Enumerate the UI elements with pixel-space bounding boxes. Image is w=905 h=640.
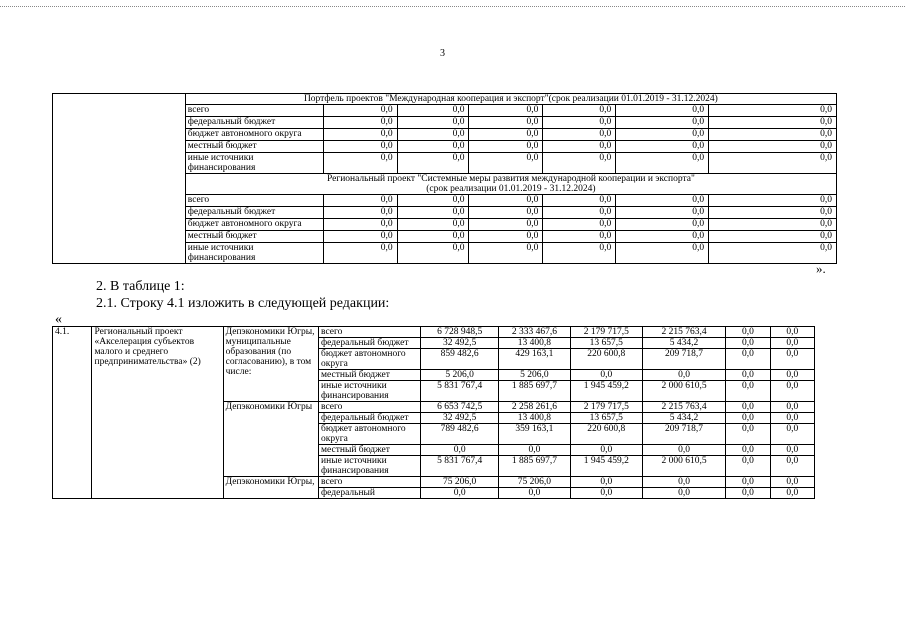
source-label: иные источники финансирования: [185, 153, 323, 174]
value-cell: 0,0: [543, 141, 616, 153]
value-cell: 0,0: [709, 117, 837, 129]
value-cell: 0,0: [499, 445, 571, 456]
value-cell: 5 831 767,4: [421, 381, 499, 402]
source-label: местный бюджет: [185, 231, 323, 243]
value-cell: 0,0: [726, 349, 770, 370]
executor-cell: Депэкономики Югры, муниципальные образования (по согласованию), в том числе:: [223, 327, 318, 402]
value-cell: 0,0: [770, 477, 814, 488]
value-cell: 0,0: [323, 243, 397, 264]
blank-left-cell: [53, 94, 186, 264]
value-cell: 2 000 610,5: [642, 381, 726, 402]
value-cell: 0,0: [543, 219, 616, 231]
value-cell: 5 206,0: [421, 370, 499, 381]
source-label: бюджет автономного округа: [319, 424, 421, 445]
value-cell: 0,0: [726, 456, 770, 477]
value-cell: 5 434,2: [642, 338, 726, 349]
value-cell: 0,0: [323, 141, 397, 153]
value-cell: 0,0: [469, 231, 543, 243]
value-cell: 0,0: [469, 105, 543, 117]
value-cell: 0,0: [469, 219, 543, 231]
value-cell: 13 400,8: [499, 413, 571, 424]
value-cell: 0,0: [726, 424, 770, 445]
value-cell: 0,0: [709, 243, 837, 264]
value-cell: 0,0: [397, 231, 469, 243]
value-cell: 0,0: [726, 327, 770, 338]
value-cell: 0,0: [770, 413, 814, 424]
source-label: бюджет автономного округа: [185, 129, 323, 141]
value-cell: 0,0: [726, 338, 770, 349]
value-cell: 0,0: [709, 219, 837, 231]
page-number: 3: [440, 48, 445, 59]
value-cell: 0,0: [397, 243, 469, 264]
value-cell: 0,0: [616, 153, 709, 174]
source-label: всего: [185, 105, 323, 117]
section-title: [185, 174, 836, 195]
value-cell: 0,0: [616, 105, 709, 117]
value-cell: 0,0: [616, 219, 709, 231]
value-cell: 0,0: [397, 153, 469, 174]
value-cell: 0,0: [616, 195, 709, 207]
paragraph-2-1: 2.1. Строку 4.1 изложить в следующей редакции:: [96, 296, 390, 311]
value-cell: 0,0: [397, 219, 469, 231]
value-cell: 32 492,5: [421, 338, 499, 349]
value-cell: 0,0: [469, 195, 543, 207]
value-cell: 0,0: [770, 349, 814, 370]
value-cell: 0,0: [543, 243, 616, 264]
value-cell: 0,0: [726, 477, 770, 488]
value-cell: 0,0: [397, 105, 469, 117]
value-cell: 2 333 467,6: [499, 327, 571, 338]
value-cell: 2 179 717,5: [570, 402, 642, 413]
value-cell: 0,0: [469, 207, 543, 219]
value-cell: 359 163,1: [499, 424, 571, 445]
section-title-row: [53, 94, 837, 105]
value-cell: 0,0: [770, 424, 814, 445]
value-cell: 75 206,0: [499, 477, 571, 488]
value-cell: 0,0: [543, 153, 616, 174]
value-cell: 1 885 697,7: [499, 381, 571, 402]
value-cell: 2 215 763,4: [642, 327, 726, 338]
value-cell: 0,0: [323, 153, 397, 174]
value-cell: 0,0: [570, 445, 642, 456]
value-cell: 0,0: [709, 231, 837, 243]
value-cell: 209 718,7: [642, 424, 726, 445]
value-cell: 0,0: [616, 231, 709, 243]
value-cell: 0,0: [323, 195, 397, 207]
value-cell: 209 718,7: [642, 349, 726, 370]
value-cell: 0,0: [323, 129, 397, 141]
source-label: всего: [319, 402, 421, 413]
source-label: бюджет автономного округа: [185, 219, 323, 231]
value-cell: 0,0: [570, 370, 642, 381]
value-cell: 0,0: [709, 129, 837, 141]
source-label: местный бюджет: [319, 445, 421, 456]
value-cell: 6 728 948,5: [421, 327, 499, 338]
paragraph-2: 2. В таблице 1:: [96, 279, 185, 294]
value-cell: 2 179 717,5: [570, 327, 642, 338]
value-cell: 429 163,1: [499, 349, 571, 370]
project-name: Региональный проект «Акселерация субъектов малого и среднего предпринимательства» (2): [92, 327, 223, 499]
value-cell: 0,0: [397, 129, 469, 141]
value-cell: 0,0: [770, 381, 814, 402]
value-cell: 0,0: [770, 327, 814, 338]
value-cell: 0,0: [770, 338, 814, 349]
source-label: местный бюджет: [319, 370, 421, 381]
value-cell: 32 492,5: [421, 413, 499, 424]
value-cell: 0,0: [421, 445, 499, 456]
section-title-line-1: Региональный проект "Системные меры развития международной кооперации и экспорта": [326, 174, 695, 184]
value-cell: 0,0: [397, 207, 469, 219]
value-cell: 0,0: [770, 456, 814, 477]
value-cell: 1 945 459,2: [570, 456, 642, 477]
value-cell: 0,0: [570, 477, 642, 488]
executor-cell: Депэкономики Югры: [223, 402, 318, 477]
value-cell: 0,0: [642, 477, 726, 488]
value-cell: 13 657,5: [570, 338, 642, 349]
value-cell: 0,0: [421, 488, 499, 499]
value-cell: 0,0: [770, 370, 814, 381]
page-top-border: [0, 6, 905, 7]
value-cell: 0,0: [543, 129, 616, 141]
value-cell: 0,0: [709, 105, 837, 117]
closing-quote: ».: [816, 261, 826, 276]
value-cell: 0,0: [323, 231, 397, 243]
value-cell: 0,0: [469, 117, 543, 129]
value-cell: 859 482,6: [421, 349, 499, 370]
value-cell: 0,0: [709, 141, 837, 153]
table-row: [53, 327, 815, 338]
value-cell: 0,0: [543, 117, 616, 129]
source-label: местный бюджет: [185, 141, 323, 153]
value-cell: 2 000 610,5: [642, 456, 726, 477]
source-label: федеральный бюджет: [185, 207, 323, 219]
value-cell: 0,0: [397, 195, 469, 207]
source-label: всего: [319, 477, 421, 488]
value-cell: 0,0: [709, 153, 837, 174]
value-cell: 0,0: [726, 488, 770, 499]
value-cell: 0,0: [616, 243, 709, 264]
value-cell: 0,0: [616, 141, 709, 153]
value-cell: 0,0: [726, 413, 770, 424]
value-cell: 0,0: [543, 231, 616, 243]
value-cell: 0,0: [726, 370, 770, 381]
value-cell: 0,0: [543, 105, 616, 117]
value-cell: 13 657,5: [570, 413, 642, 424]
value-cell: 0,0: [469, 141, 543, 153]
value-cell: 0,0: [469, 153, 543, 174]
value-cell: 13 400,8: [499, 338, 571, 349]
source-label: всего: [319, 327, 421, 338]
source-label: федеральный бюджет: [319, 338, 421, 349]
value-cell: 5 434,2: [642, 413, 726, 424]
value-cell: 0,0: [726, 402, 770, 413]
value-cell: 0,0: [642, 488, 726, 499]
value-cell: 0,0: [323, 219, 397, 231]
value-cell: 0,0: [323, 105, 397, 117]
value-cell: 0,0: [323, 117, 397, 129]
source-label: федеральный бюджет: [319, 413, 421, 424]
value-cell: 0,0: [397, 117, 469, 129]
value-cell: 0,0: [726, 381, 770, 402]
value-cell: 0,0: [323, 207, 397, 219]
section-title: Портфель проектов "Международная кооперация и экспорт"(срок реализации 01.01.2019 - 31.12.2024): [185, 94, 836, 105]
source-label: иные источники финансирования: [319, 381, 421, 402]
source-label: бюджет автономного округа: [319, 349, 421, 370]
value-cell: 0,0: [469, 243, 543, 264]
value-cell: 6 653 742,5: [421, 402, 499, 413]
value-cell: 0,0: [616, 117, 709, 129]
value-cell: 0,0: [770, 445, 814, 456]
value-cell: 0,0: [726, 445, 770, 456]
source-label: федеральный бюджет: [185, 117, 323, 129]
value-cell: 220 600,8: [570, 424, 642, 445]
value-cell: 5 206,0: [499, 370, 571, 381]
value-cell: 0,0: [499, 488, 571, 499]
value-cell: 0,0: [397, 141, 469, 153]
value-cell: 0,0: [642, 370, 726, 381]
value-cell: 0,0: [642, 445, 726, 456]
funding-table-row-4-1: [52, 326, 815, 499]
value-cell: 0,0: [616, 129, 709, 141]
value-cell: 0,0: [469, 129, 543, 141]
executor-cell: Депэкономики Югры,: [223, 477, 318, 499]
opening-quote: «: [55, 312, 62, 327]
source-label: иные источники финансирования: [319, 456, 421, 477]
value-cell: 789 482,6: [421, 424, 499, 445]
value-cell: 1 945 459,2: [570, 381, 642, 402]
source-label: федеральный: [319, 488, 421, 499]
value-cell: 0,0: [616, 207, 709, 219]
value-cell: 0,0: [709, 195, 837, 207]
value-cell: 220 600,8: [570, 349, 642, 370]
value-cell: 0,0: [570, 488, 642, 499]
value-cell: 2 258 261,6: [499, 402, 571, 413]
value-cell: 0,0: [543, 195, 616, 207]
value-cell: 5 831 767,4: [421, 456, 499, 477]
value-cell: 0,0: [543, 207, 616, 219]
value-cell: 75 206,0: [421, 477, 499, 488]
value-cell: 2 215 763,4: [642, 402, 726, 413]
row-number: 4.1.: [53, 327, 92, 499]
funding-table-continuation: [52, 93, 837, 264]
value-cell: 1 885 697,7: [499, 456, 571, 477]
value-cell: 0,0: [770, 488, 814, 499]
value-cell: 0,0: [709, 207, 837, 219]
value-cell: 0,0: [770, 402, 814, 413]
source-label: всего: [185, 195, 323, 207]
section-title-line-2: (срок реализации 01.01.2019 - 31.12.2024): [426, 184, 596, 194]
source-label: иные источники финансирования: [185, 243, 323, 264]
